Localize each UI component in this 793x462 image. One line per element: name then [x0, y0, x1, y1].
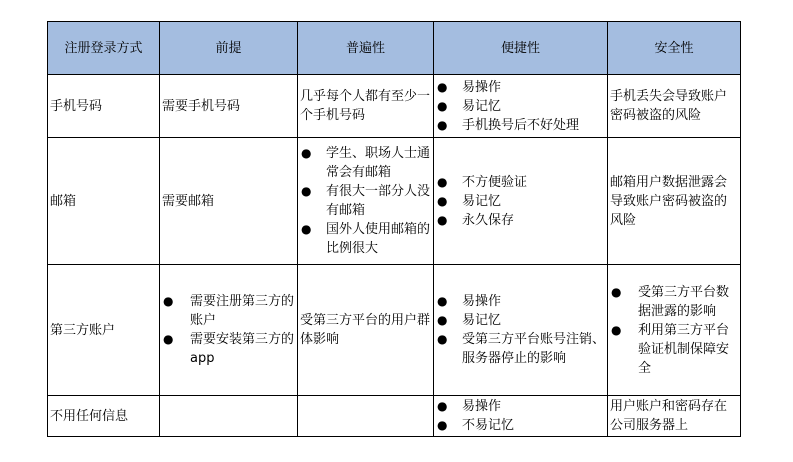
cell-method: 第三方账户 [48, 265, 160, 396]
cell-convenience [434, 396, 608, 437]
cell-universality [298, 138, 434, 265]
cell-method: 邮箱 [48, 138, 160, 265]
list-item: ● 易操作 [436, 397, 605, 416]
list-item: ● 国外人使用邮箱的比例很大 [300, 220, 431, 258]
cell-universality: 受第三方平台的用户群体影响 [298, 265, 434, 396]
list-item: ● 永久保存 [436, 211, 605, 230]
table-row [48, 396, 741, 437]
cell-security: 手机丢失会导致账户密码被盗的风险 [608, 75, 741, 138]
list-item: ● 手机换号后不好处理 [436, 116, 605, 135]
cell-convenience [434, 265, 608, 396]
cell-method: 手机号码 [48, 75, 160, 138]
list-item: ● 受第三方平台账号注销、服务器停止的影响 [436, 330, 605, 368]
header-convenience: 便捷性 [434, 22, 608, 75]
cell-security: 邮箱用户数据泄露会导致账户密码被盗的风险 [608, 138, 741, 265]
cell-premise [160, 396, 298, 437]
cell-convenience [434, 138, 608, 265]
list-item: ● 有很大一部分人没有邮箱 [300, 182, 431, 220]
cell-method: 不用任何信息 [48, 396, 160, 437]
cell-universality: 几乎每个人都有至少一个手机号码 [298, 75, 434, 138]
list-item: ● 需要注册第三方的账户 [162, 292, 295, 330]
comparison-table [47, 21, 741, 437]
list-item: ● 学生、职场人士通常会有邮箱 [300, 144, 431, 182]
list-item: ● 易操作 [436, 292, 605, 311]
list-item: ● 易记忆 [436, 192, 605, 211]
table-row [48, 265, 741, 396]
table-row [48, 75, 741, 138]
list-item: ● 不易记忆 [436, 416, 605, 435]
list-item: ● 受第三方平台数据泄露的影响 [610, 283, 738, 321]
cell-convenience [434, 75, 608, 138]
list-item: ● 利用第三方平台验证机制保障安全 [610, 321, 738, 378]
cell-universality [298, 396, 434, 437]
header-method: 注册登录方式 [48, 22, 160, 75]
cell-security [608, 265, 741, 396]
cell-security: 用户账户和密码存在公司服务器上 [608, 396, 741, 437]
cell-premise: 需要邮箱 [160, 138, 298, 265]
header-row [48, 22, 741, 75]
list-item: ● 易操作 [436, 78, 605, 97]
cell-premise: 需要手机号码 [160, 75, 298, 138]
list-item: ● 不方便验证 [436, 173, 605, 192]
header-security: 安全性 [608, 22, 741, 75]
cell-premise [160, 265, 298, 396]
list-item: ● 需要安装第三方的app [162, 330, 295, 368]
list-item: ● 易记忆 [436, 311, 605, 330]
header-premise: 前提 [160, 22, 298, 75]
header-universality: 普遍性 [298, 22, 434, 75]
table-row [48, 138, 741, 265]
list-item: ● 易记忆 [436, 97, 605, 116]
